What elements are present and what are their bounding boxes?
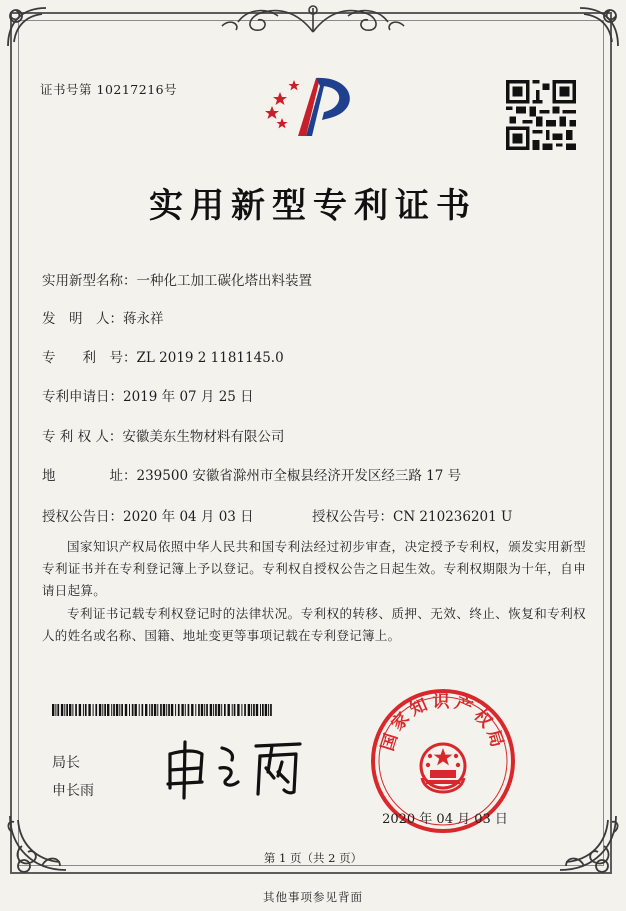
field-utility-model-name: 实用新型名称：一种化工加工碳化塔出料装置: [42, 273, 312, 289]
top-ornament-icon: [218, 2, 408, 36]
director-name: 申长雨: [52, 783, 94, 799]
field-application-date: 专利申请日：2019 年 07 月 25 日: [42, 389, 254, 405]
footer-note: 其他事项参见背面: [263, 890, 363, 904]
field-grant-number: 授权公告号：CN 210236201 U: [312, 509, 513, 525]
corner-ornament-icon: [2, 2, 50, 50]
corner-ornament-icon: [576, 2, 624, 50]
director-title: 局长: [52, 755, 80, 771]
signature-icon: [160, 732, 310, 802]
seal-date: 2020 年 04 月 03 日: [382, 812, 508, 827]
patent-office-logo-icon: [258, 72, 368, 150]
corner-ornament-icon: [2, 806, 74, 878]
page-number: 第 1 页（共 2 页）: [263, 851, 363, 865]
field-patent-number: 专 利 号：ZL 2019 2 1181145.0: [42, 350, 284, 366]
barcode-icon: [52, 704, 274, 716]
qr-code-icon: [506, 80, 576, 150]
seal-text: 国家知识产权局: [377, 691, 509, 754]
statement-paragraph-2: 专利证书记载专利权登记时的法律状况。专利权的转移、质押、无效、终止、恢复和专利权人的姓名或名称、国籍、地址变更等事项记载在专利登记簿上。: [42, 606, 586, 643]
certificate-number: 证书号第 10217216号: [40, 82, 178, 97]
field-patentee: 专 利 权 人：安徽美东生物材料有限公司: [42, 429, 285, 445]
field-inventor: 发 明 人：蒋永祥: [42, 311, 164, 327]
field-address: 地 址：239500 安徽省滁州市全椒县经济开发区经三路 17 号: [42, 468, 462, 484]
statement-paragraph-1: 国家知识产权局依照中华人民共和国专利法经过初步审查，决定授予专利权，颁发实用新型专利证书并在专利登记簿上予以登记。专利权自授权公告之日起生效。专利权期限为十年，自申请日起算。: [42, 539, 586, 598]
corner-ornament-icon: [552, 806, 624, 878]
field-grant-date: 授权公告日：2020 年 04 月 03 日: [42, 509, 254, 525]
certificate-title: 实用新型专利证书: [149, 186, 477, 226]
